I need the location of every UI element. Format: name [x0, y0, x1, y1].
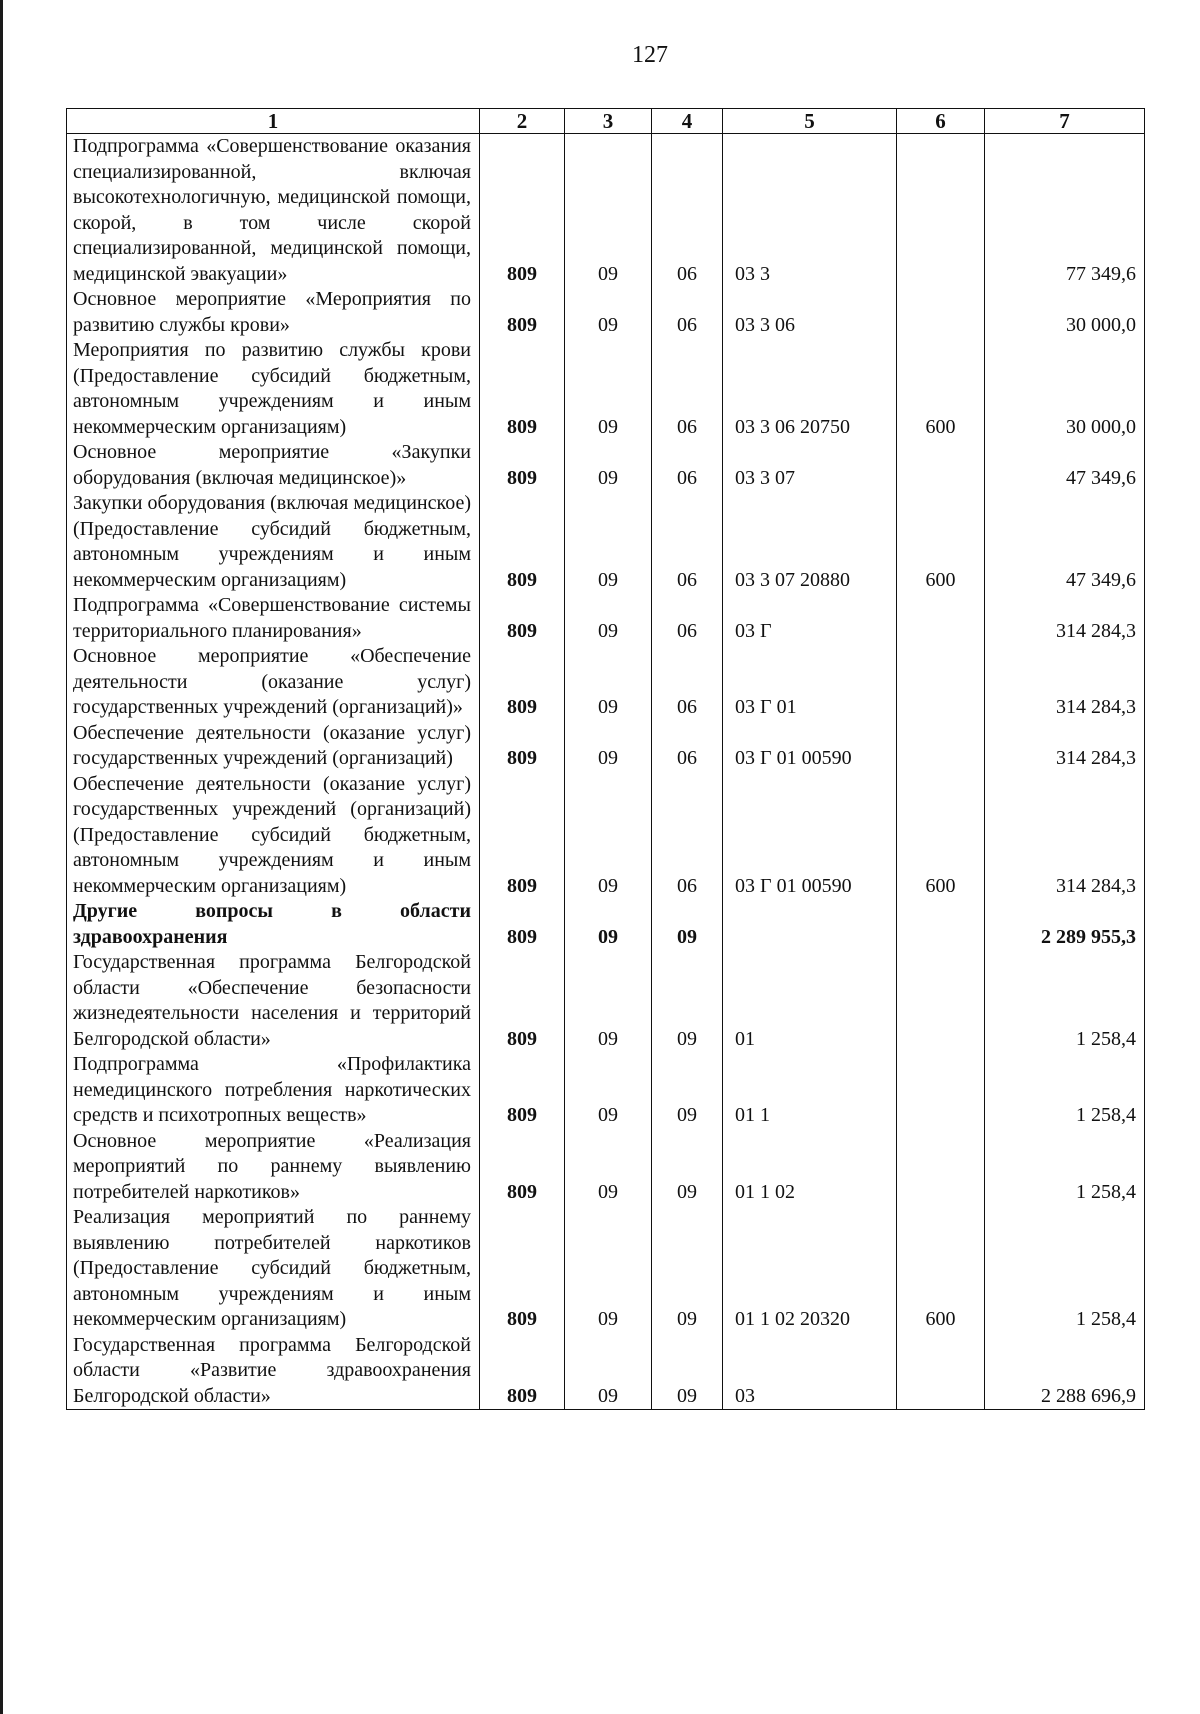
table-row — [67, 134, 1145, 288]
amount-cell: 314 284,3 — [985, 721, 1145, 772]
amount-cell: 2 289 955,3 — [985, 899, 1145, 950]
subsection-cell: 09 — [652, 950, 723, 1052]
admin-code-cell: 809 — [480, 593, 565, 644]
row-name-cell: Другие вопросы в области здравоохранения — [67, 899, 480, 950]
section-cell: 09 — [565, 440, 652, 491]
section-cell: 09 — [565, 950, 652, 1052]
amount-cell: 314 284,3 — [985, 772, 1145, 900]
amount-cell: 77 349,6 — [985, 134, 1145, 288]
amount-cell: 1 258,4 — [985, 1052, 1145, 1129]
section-cell: 09 — [565, 491, 652, 593]
expense-type-cell — [897, 1129, 985, 1206]
expense-type-cell: 600 — [897, 772, 985, 900]
section-cell: 09 — [565, 338, 652, 440]
section-cell: 09 — [565, 1052, 652, 1129]
target-article-cell: 01 1 02 — [723, 1129, 897, 1206]
target-article-cell: 03 Г 01 — [723, 644, 897, 721]
table-row — [67, 287, 1145, 338]
table-row — [67, 1052, 1145, 1129]
expense-type-cell — [897, 440, 985, 491]
target-article-cell: 03 3 07 20880 — [723, 491, 897, 593]
row-name-cell: Основное мероприятие «Обеспечение деятельности (оказание услуг) государственных учреждений (организаций)» — [67, 644, 480, 721]
subsection-cell: 06 — [652, 644, 723, 721]
expense-type-cell — [897, 644, 985, 721]
expense-type-cell: 600 — [897, 491, 985, 593]
subsection-cell: 09 — [652, 1333, 723, 1410]
admin-code-cell: 809 — [480, 1205, 565, 1333]
expense-type-cell — [897, 899, 985, 950]
subsection-cell: 06 — [652, 287, 723, 338]
amount-cell: 314 284,3 — [985, 593, 1145, 644]
row-name-cell: Подпрограмма «Профилактика немедицинского потребления наркотических средств и психотропных веществ» — [67, 1052, 480, 1129]
table-row — [67, 593, 1145, 644]
section-cell: 09 — [565, 772, 652, 900]
admin-code-cell: 809 — [480, 1129, 565, 1206]
section-cell: 09 — [565, 593, 652, 644]
subsection-cell: 06 — [652, 491, 723, 593]
admin-code-cell: 809 — [480, 950, 565, 1052]
row-name-cell: Обеспечение деятельности (оказание услуг) государственных учреждений (организаций) — [67, 721, 480, 772]
row-name-cell: Основное мероприятие «Закупки оборудования (включая медицинское)» — [67, 440, 480, 491]
admin-code-cell: 809 — [480, 440, 565, 491]
target-article-cell: 03 3 — [723, 134, 897, 288]
expense-type-cell — [897, 1333, 985, 1410]
expense-type-cell: 600 — [897, 338, 985, 440]
expense-type-cell — [897, 134, 985, 288]
section-cell: 09 — [565, 1333, 652, 1410]
table-row — [67, 1333, 1145, 1410]
table-row — [67, 899, 1145, 950]
admin-code-cell: 809 — [480, 772, 565, 900]
admin-code-cell: 809 — [480, 899, 565, 950]
header-col-2: 2 — [480, 109, 565, 134]
amount-cell: 47 349,6 — [985, 440, 1145, 491]
admin-code-cell: 809 — [480, 1333, 565, 1410]
row-name-cell: Основное мероприятие «Реализация мероприятий по раннему выявлению потребителей наркотиков» — [67, 1129, 480, 1206]
table-row — [67, 772, 1145, 900]
expense-type-cell — [897, 1052, 985, 1129]
section-cell: 09 — [565, 134, 652, 288]
header-col-3: 3 — [565, 109, 652, 134]
section-cell: 09 — [565, 721, 652, 772]
header-col-5: 5 — [723, 109, 897, 134]
row-name-cell: Закупки оборудования (включая медицинское) (Предоставление субсидий бюджетным, автономным учреждениям и иным некоммерческим организациям) — [67, 491, 480, 593]
header-col-7: 7 — [985, 109, 1145, 134]
row-name-cell: Государственная программа Белгородской области «Обеспечение безопасности жизнедеятельности населения и территорий Белгородской области» — [67, 950, 480, 1052]
amount-cell: 30 000,0 — [985, 338, 1145, 440]
section-cell: 09 — [565, 1129, 652, 1206]
target-article-cell: 03 Г — [723, 593, 897, 644]
table-row — [67, 1205, 1145, 1333]
amount-cell: 1 258,4 — [985, 1205, 1145, 1333]
page-number: 127 — [632, 42, 668, 68]
table-row — [67, 644, 1145, 721]
subsection-cell: 06 — [652, 134, 723, 288]
admin-code-cell: 809 — [480, 491, 565, 593]
admin-code-cell: 809 — [480, 1052, 565, 1129]
row-name-cell: Подпрограмма «Совершенствование оказания специализированной, включая высокотехнологичную, медицинской помощи, скорой, в том числе скорой специализированной, медицинской помощи, медицинской эвакуации» — [67, 134, 480, 288]
target-article-cell: 03 3 06 — [723, 287, 897, 338]
header-col-6: 6 — [897, 109, 985, 134]
subsection-cell: 06 — [652, 338, 723, 440]
target-article-cell: 03 Г 01 00590 — [723, 772, 897, 900]
target-article-cell: 03 3 07 — [723, 440, 897, 491]
target-article-cell: 03 3 06 20750 — [723, 338, 897, 440]
admin-code-cell: 809 — [480, 134, 565, 288]
amount-cell: 2 288 696,9 — [985, 1333, 1145, 1410]
section-cell: 09 — [565, 899, 652, 950]
header-col-1: 1 — [67, 109, 480, 134]
section-cell: 09 — [565, 1205, 652, 1333]
header-col-4: 4 — [652, 109, 723, 134]
row-name-cell: Реализация мероприятий по раннему выявлению потребителей наркотиков (Предоставление субсидий бюджетным, автономным учреждениям и иным некоммерческим организациям) — [67, 1205, 480, 1333]
subsection-cell: 09 — [652, 1205, 723, 1333]
target-article-cell: 01 1 02 20320 — [723, 1205, 897, 1333]
admin-code-cell: 809 — [480, 721, 565, 772]
subsection-cell: 06 — [652, 440, 723, 491]
section-cell: 09 — [565, 644, 652, 721]
amount-cell: 47 349,6 — [985, 491, 1145, 593]
table-row — [67, 440, 1145, 491]
row-name-cell: Государственная программа Белгородской области «Развитие здравоохранения Белгородской области» — [67, 1333, 480, 1410]
amount-cell: 1 258,4 — [985, 1129, 1145, 1206]
row-name-cell: Обеспечение деятельности (оказание услуг) государственных учреждений (организаций) (Предоставление субсидий бюджетным, автономным учреждениям и иным некоммерческим организациям) — [67, 772, 480, 900]
subsection-cell: 06 — [652, 721, 723, 772]
admin-code-cell: 809 — [480, 338, 565, 440]
target-article-cell: 01 — [723, 950, 897, 1052]
table-row — [67, 950, 1145, 1052]
expense-type-cell — [897, 950, 985, 1052]
row-name-cell: Основное мероприятие «Мероприятия по развитию службы крови» — [67, 287, 480, 338]
target-article-cell: 03 Г 01 00590 — [723, 721, 897, 772]
row-name-cell: Подпрограмма «Совершенствование системы территориального планирования» — [67, 593, 480, 644]
subsection-cell: 09 — [652, 1052, 723, 1129]
expense-type-cell — [897, 287, 985, 338]
admin-code-cell: 809 — [480, 644, 565, 721]
table-row — [67, 1129, 1145, 1206]
table-row — [67, 721, 1145, 772]
subsection-cell: 06 — [652, 593, 723, 644]
target-article-cell: 03 — [723, 1333, 897, 1410]
amount-cell: 1 258,4 — [985, 950, 1145, 1052]
scan-edge — [0, 0, 3, 1714]
expense-type-cell — [897, 721, 985, 772]
table-row — [67, 491, 1145, 593]
table-row — [67, 338, 1145, 440]
amount-cell: 30 000,0 — [985, 287, 1145, 338]
admin-code-cell: 809 — [480, 287, 565, 338]
subsection-cell: 09 — [652, 899, 723, 950]
subsection-cell: 06 — [652, 772, 723, 900]
header-row — [67, 109, 1145, 134]
expense-type-cell: 600 — [897, 1205, 985, 1333]
budget-table — [66, 108, 1145, 1410]
target-article-cell — [723, 899, 897, 950]
subsection-cell: 09 — [652, 1129, 723, 1206]
table-body — [67, 134, 1145, 1410]
amount-cell: 314 284,3 — [985, 644, 1145, 721]
expense-type-cell — [897, 593, 985, 644]
target-article-cell: 01 1 — [723, 1052, 897, 1129]
section-cell: 09 — [565, 287, 652, 338]
row-name-cell: Мероприятия по развитию службы крови (Предоставление субсидий бюджетным, автономным учреждениям и иным некоммерческим организациям) — [67, 338, 480, 440]
